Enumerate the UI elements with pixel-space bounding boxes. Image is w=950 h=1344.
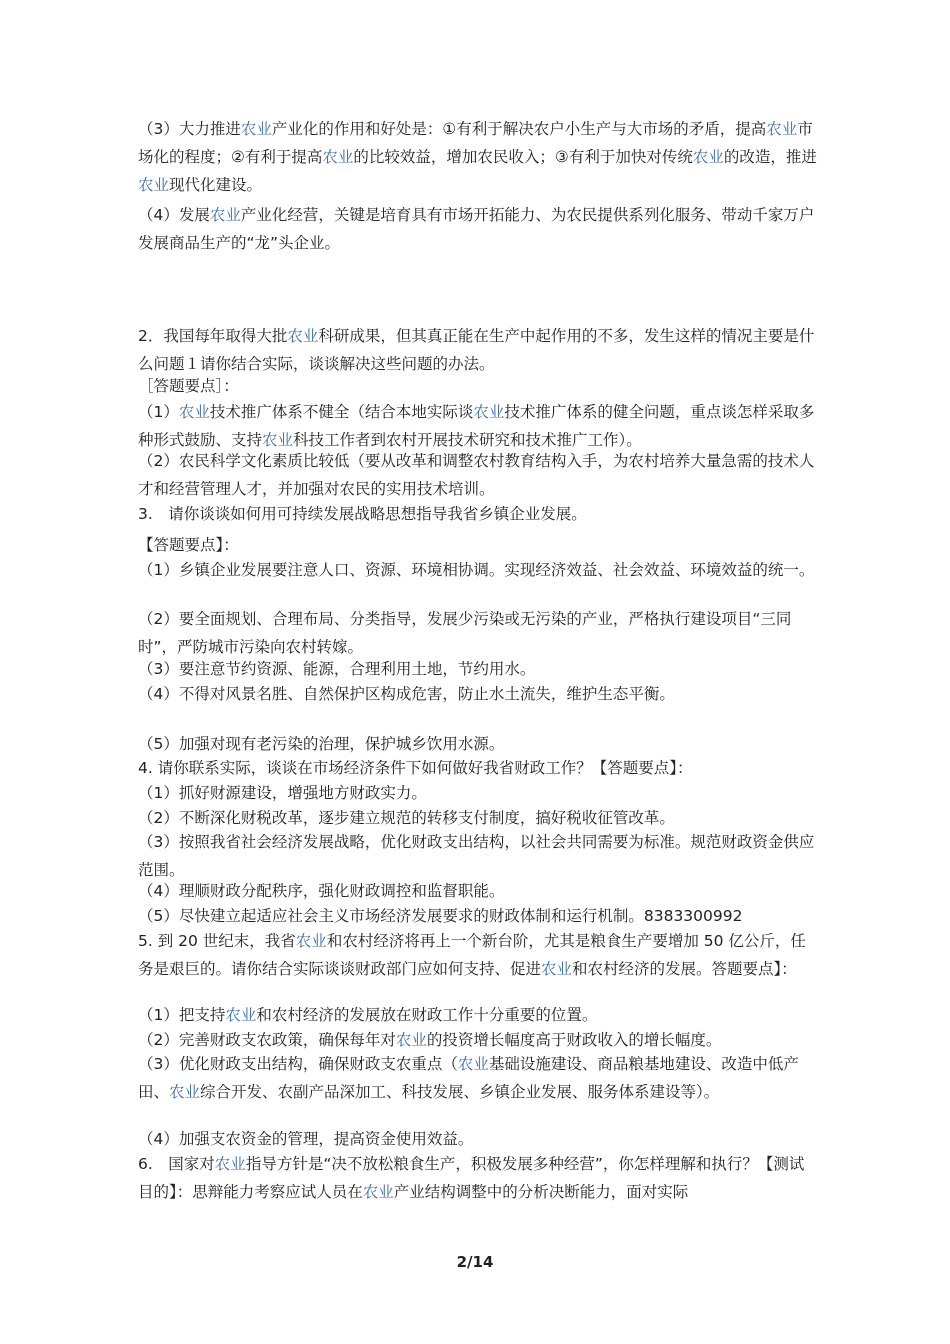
highlight-link[interactable]: 农业 [473, 403, 505, 421]
question-4: 4. 请你联系实际，谈谈在市场经济条件下如何做好我省财政工作？【答题要点】： [138, 759, 693, 777]
highlight-link[interactable]: 农业 [287, 327, 319, 345]
paragraph-12: （4）不得对风景名胜、自然保护区构成危害，防止水土流失，维护生态平衡。 [138, 685, 675, 703]
highlight-link[interactable]: 农业 [692, 148, 724, 166]
paragraph-11: （3）要注意节约资源、能源，合理利用土地，节约用水。 [138, 660, 536, 678]
highlight-link[interactable]: 农业 [240, 120, 272, 138]
paragraph-17: （3）按照我省社会经济发展战略，优化财政支出结构，以社会共同需要为标准。规范财政资金供应范围。 [138, 833, 815, 879]
paragraph-13: （5）加强对现有老污染的治理，保护城乡饮用水源。 [138, 735, 505, 753]
paragraph-9: （1）乡镇企业发展要注意人口、资源、环境相协调。实现经济效益、社会效益、环境效益的统一。 [138, 561, 815, 579]
paragraph-18: （4）理顺财政分配秩序，强化财政调控和监督职能。 [138, 882, 505, 900]
question-3: 3. 请你谈谈如何用可持续发展战略思想指导我省乡镇企业发展。 [138, 505, 587, 523]
paragraph-2: （4）发展农业产业化经营，关键是培育具有市场开拓能力、为农民提供系列化服务、带动千家万户发展商品生产的“龙”头企业。 [138, 206, 815, 252]
highlight-link[interactable]: 农业 [457, 1055, 489, 1073]
answer-header: 【答题要点】： [138, 536, 239, 554]
highlight-link[interactable]: 农业 [766, 120, 798, 138]
paragraph-21: （1）把支持农业和农村经济的发展放在财政工作十分重要的位置。 [138, 1006, 598, 1024]
answer-header: ［答题要点］： [138, 377, 239, 395]
paragraph-5: （1）农业技术推广体系不健全（结合本地实际谈农业技术推广体系的健全问题，重点谈怎样采取多种形式鼓励、支持农业科技工作者到农村开展技术研究和技术推广工作）。 [138, 403, 815, 449]
paragraph-1: （3）大力推进农业产业化的作用和好处是：①有利于解决农户小生产与大市场的矛盾，提高农业市场化的程度；②有利于提高农业的比较效益，增加农民收入；③有利于加快对传统农业的改造，推进农业现代化建设。 [138, 120, 817, 194]
highlight-link[interactable]: 农业 [209, 206, 241, 224]
highlight-link[interactable]: 农业 [541, 960, 573, 978]
paragraph-6: （2）农民科学文化素质比较低（要从改革和调整农村教育结构入手，为农村培养大量急需的技术人才和经营管理人才，并加强对农民的实用技术培训。 [138, 452, 815, 498]
highlight-link[interactable]: 农业 [362, 1183, 394, 1201]
paragraph-15: （1）抓好财源建设，增强地方财政实力。 [138, 784, 427, 802]
question-5: 5. 到 20 世纪末，我省农业和农村经济将再上一个新台阶，尤其是粮食生产要增加 50 亿公斤，任务是艰巨的。请你结合实际谈谈财政部门应如何支持、促进农业和农村经济的发展。答题要点】： [138, 932, 806, 978]
highlight-link[interactable]: 农业 [225, 1006, 257, 1024]
paragraph-22: （2）完善财政支农政策，确保每年对农业的投资增长幅度高于财政收入的增长幅度。 [138, 1031, 722, 1049]
paragraph-16: （2）不断深化财税改革，逐步建立规范的转移支付制度，搞好税收征管改革。 [138, 809, 675, 827]
page-number: 2/14 [456, 1253, 494, 1271]
paragraph-10: （2）要全面规划、合理布局、分类指导，发展少污染或无污染的产业，严格执行建设项目“三同时”，严防城市污染向农村转嫁。 [138, 610, 792, 656]
question-6: 6. 国家对农业指导方针是“决不放松粮食生产，积极发展多种经营”，你怎样理解和执行？【测试目的】：思辩能力考察应试人员在农业产业结构调整中的分析决断能力，面对实际 [138, 1155, 805, 1201]
highlight-link[interactable]: 农业 [295, 932, 327, 950]
highlight-link[interactable]: 农业 [138, 176, 170, 194]
highlight-link[interactable]: 农业 [395, 1031, 427, 1049]
highlight-link[interactable]: 农业 [169, 1083, 201, 1101]
question-2: 2．我国每年取得大批农业科研成果，但其真正能在生产中起作用的不多，发生这样的情况主要是什么问题１请你结合实际，谈谈解决这些问题的办法。 [138, 327, 815, 373]
highlight-link[interactable]: 农业 [262, 431, 294, 449]
highlight-link[interactable]: 农业 [322, 148, 354, 166]
highlight-link[interactable]: 农业 [178, 403, 210, 421]
paragraph-23: （3）优化财政支出结构，确保财政支农重点（农业基础设施建设、商品粮基地建设、改造中低产田、农业综合开发、农副产品深加工、科技发展、乡镇企业发展、服务体系建设等）。 [138, 1055, 799, 1101]
paragraph-19: （5）尽快建立起适应社会主义市场经济发展要求的财政体制和运行机制。8383300992 [138, 907, 743, 925]
paragraph-24: （4）加强支农资金的管理，提高资金使用效益。 [138, 1130, 474, 1148]
highlight-link[interactable]: 农业 [214, 1155, 246, 1173]
